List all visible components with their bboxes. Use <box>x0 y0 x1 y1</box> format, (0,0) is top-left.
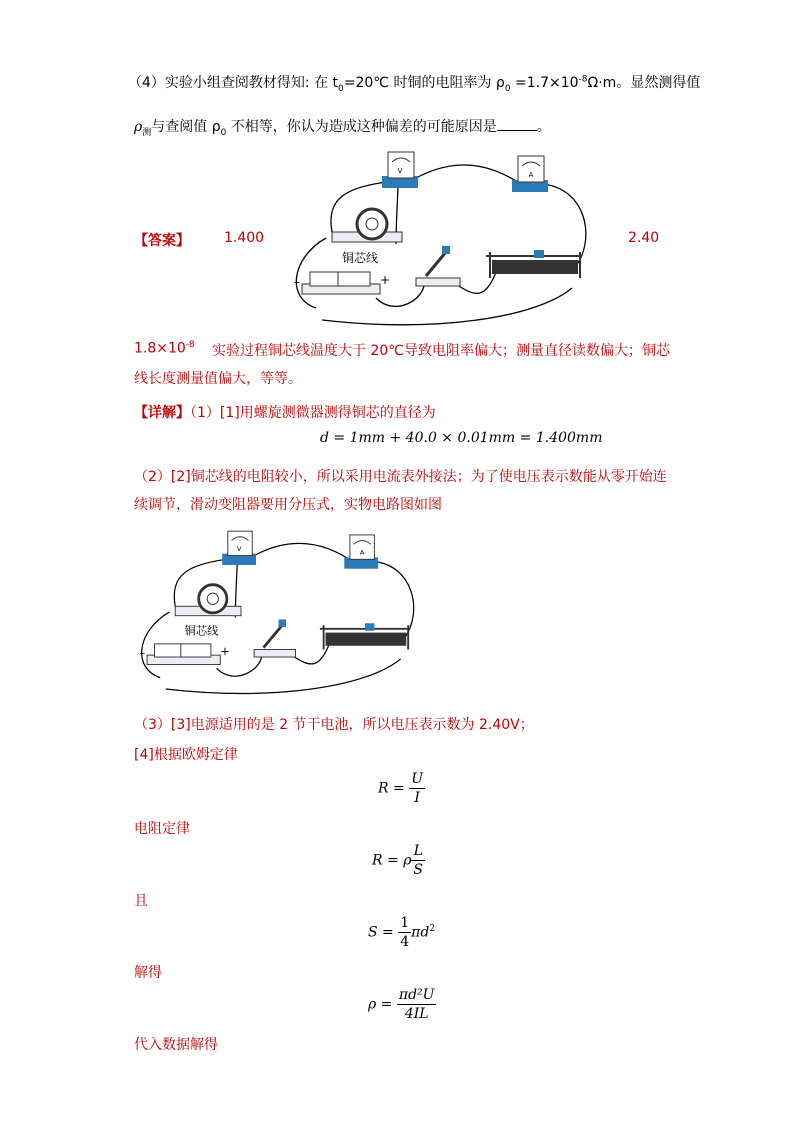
answer-value-2: 2.40 <box>628 230 660 246</box>
ammeter-icon <box>512 156 548 192</box>
rheostat-icon <box>486 250 582 278</box>
voltmeter-icon <box>382 152 418 188</box>
circuit-diagram-answer <box>286 148 616 326</box>
equation-area: S = $\frac{1}{4}$ $\pi d^2$ <box>368 915 436 950</box>
rheostat-icon <box>320 623 410 649</box>
plus-sign: + <box>220 645 230 659</box>
answer-value-1: 1.400 <box>224 230 265 246</box>
question-4-line1: （4）实验小组查阅教材得知: 在 $t_0=20℃$ 时铜的电阻率为 $\rho_0 =1.7\times 10^{-8}\Omega\cdot m$。显然测得值 <box>128 74 701 94</box>
detail-p3: （3）[3]电源适用的是 2 节干电池，所以电压表示数为 2.40V； <box>134 717 534 733</box>
voltmeter-icon <box>222 531 256 565</box>
minus-sign: – <box>294 275 300 289</box>
equation-ohm: R = $\frac{U}{I}$ <box>378 771 423 806</box>
copper-coil-icon <box>175 585 241 616</box>
minus-sign: – <box>139 647 146 661</box>
detail-p2-line2: 续调节，滑动变阻器要用分压式，实物电路图如图 <box>134 497 442 513</box>
voltmeter-label: V <box>397 167 403 175</box>
answer-value-3: $1.8\times 10^{-8}$ <box>134 340 195 357</box>
equation-resistance-law: R = ρ $\frac{L}{S}$ <box>372 843 424 878</box>
voltmeter-label: V <box>236 544 242 553</box>
wire-label: 铜芯线 <box>184 624 219 638</box>
equation-resistivity: ρ = $\frac{\text{πd²U}}{4IL}$ <box>368 987 435 1022</box>
answer-label: 【答案】 <box>134 233 190 249</box>
circuit-diagram-detail <box>132 522 442 700</box>
detail-p4: [4]根据欧姆定律 <box>134 747 238 763</box>
detail-p2-line1: （2）[2]铜芯线的电阻较小，所以采用电流表外接法；为了使电压表示数能从零开始连 <box>134 469 667 485</box>
substitute-label: 代入数据解得 <box>134 1037 218 1053</box>
ammeter-label: A <box>359 548 365 557</box>
question-4-line2: $\rho_测$与查阅值 $\rho_0$ 不相等，你认为造成这种偏差的可能原因是 。 <box>134 116 551 138</box>
answer-blank <box>497 116 537 131</box>
wire-label: 铜芯线 <box>342 251 379 265</box>
answer-reason-line1: 实验过程铜芯线温度大于 20℃导致电阻率偏大；测量直径读数偏大；铜芯 <box>212 343 670 359</box>
battery-icon <box>302 272 380 294</box>
detail-p1: 【详解】（1）[1]用螺旋测微器测得铜芯的直径为 <box>134 405 436 421</box>
and-label: 且 <box>134 893 148 909</box>
resistance-law-label: 电阻定律 <box>134 821 190 837</box>
ammeter-label: A <box>528 171 534 179</box>
ammeter-icon <box>344 535 378 569</box>
switch-icon <box>416 246 460 286</box>
switch-icon <box>254 619 295 657</box>
solve-label: 解得 <box>134 965 162 981</box>
plus-sign: + <box>380 273 391 287</box>
copper-coil-icon <box>332 209 402 242</box>
answer-reason-line2: 线长度测量值偏大，等等。 <box>134 371 302 387</box>
equation-diameter: d = 1mm + 40.0 × 0.01mm = 1.400mm <box>320 430 603 446</box>
battery-icon <box>147 644 220 665</box>
